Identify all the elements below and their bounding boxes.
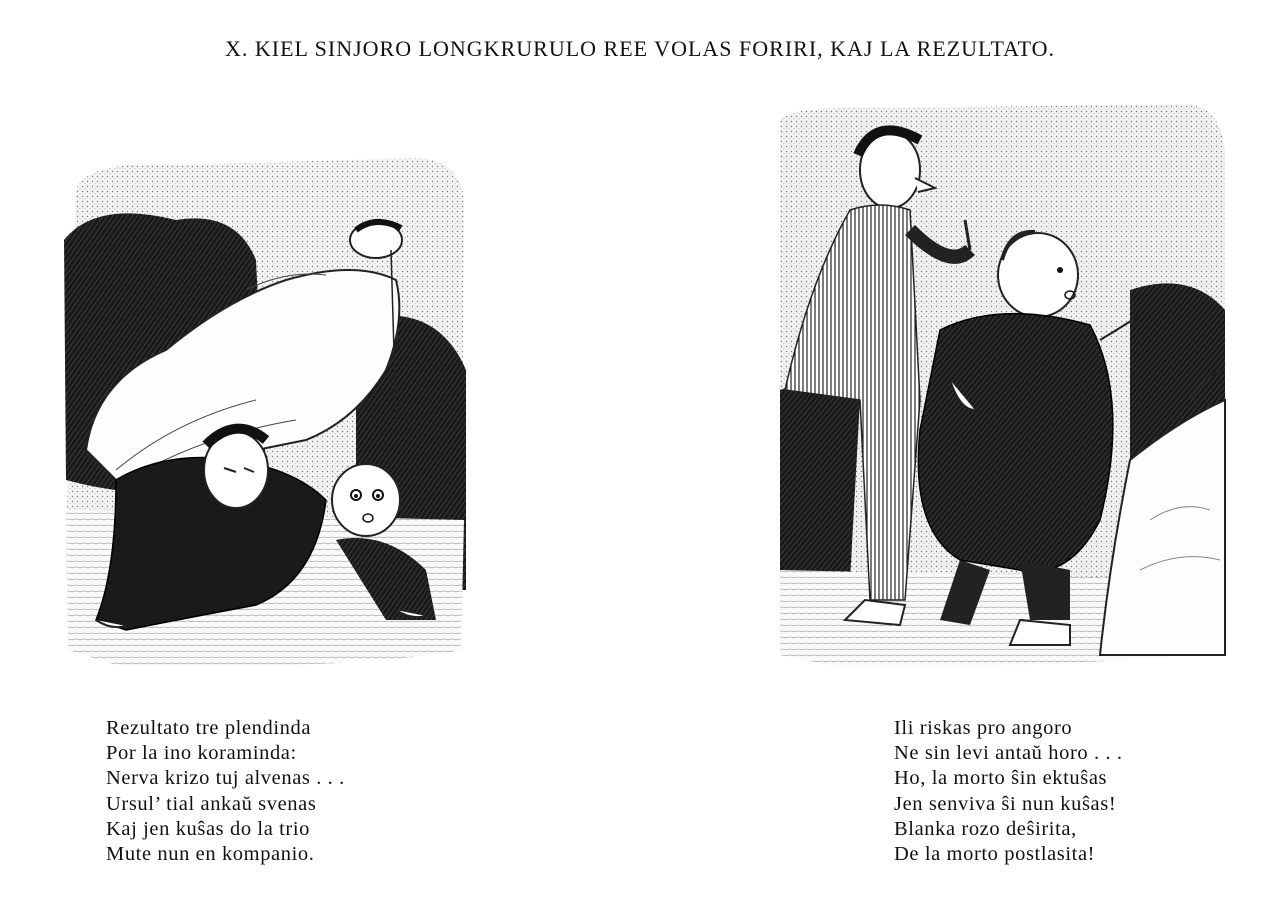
verse-line: Blanka rozo deŝirita, (894, 817, 1077, 840)
verse-line: Ili riskas pro angoro (894, 717, 1073, 739)
left-illustration (56, 150, 476, 680)
verse-line: Ursul’ tial ankaŭ svenas (106, 792, 317, 815)
verse-line: De la morto postlasita! (894, 843, 1096, 866)
verse-line: Jen senviva ŝi nun kuŝas! (894, 792, 1117, 815)
verse-line: Mute nun en kompanio. (106, 843, 315, 866)
right-illustration (770, 100, 1230, 675)
left-verse (106, 716, 345, 867)
verse-line: Nerva krizo tuj alvenas . . . (106, 767, 345, 790)
verse-line: Ho, la morto ŝin ektuŝas (894, 767, 1108, 790)
verse-line: Kaj jen kuŝas do la trio (106, 817, 310, 840)
page-title: X. KIEL SINJORO LONGKRURULO REE VOLAS FORIRI, KAJ LA REZULTATO. (224, 36, 1056, 61)
verse-line: Ne sin levi antaŭ horo . . . (894, 742, 1123, 765)
right-verse (894, 716, 1123, 867)
verse-line: Por la ino koraminda: (106, 742, 297, 765)
verse-line: Rezultato tre plendinda (106, 717, 312, 739)
